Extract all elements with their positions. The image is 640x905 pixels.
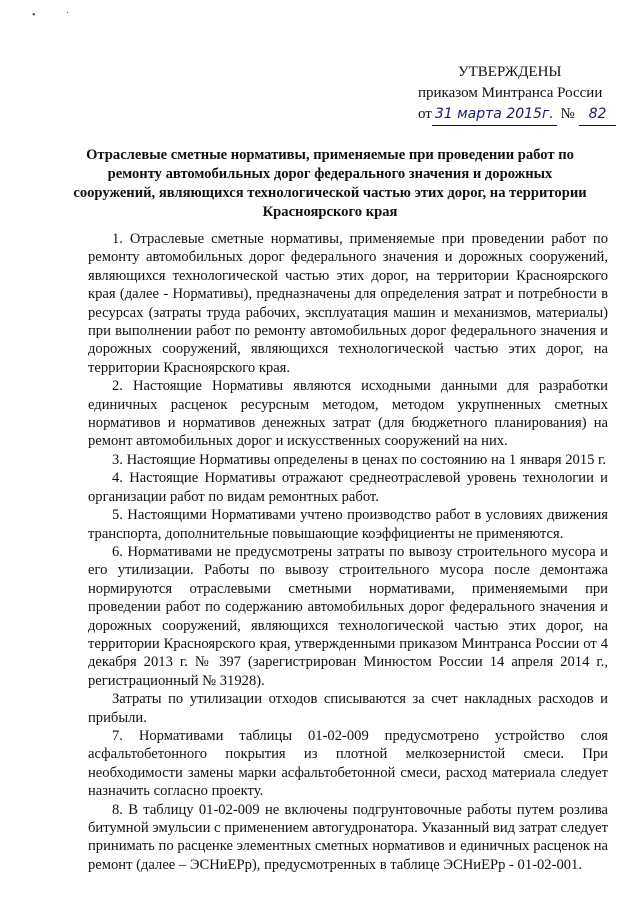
date-prefix: от xyxy=(418,106,432,122)
paragraph-2: 2. Настоящие Нормативы являются исходными данными для разработки единичных расценок ресурсным методом, методом укрупненных сметных нормативов и нормативов денежных затрат (для бюджетного планирования) на ремонт автомобильных дорог и искусственных сооружений на них. xyxy=(88,378,608,450)
handwritten-number: 82 xyxy=(579,104,617,126)
paragraph-5: 5. Настоящими Нормативами учтено производство работ в условиях движения транспорта, дополнительные повышающие коэффициенты не применяются. xyxy=(88,507,608,542)
paragraph-1: 1. Отраслевые сметные нормативы, применяемые при проведении работ по ремонту автомобильных дорог федерального значения и дорожных сооружений, являющихся технологической частью этих дорог, на территории Красноярского края (далее - Нормативы), предназначены для определения затрат и потребности в ресурсах (затраты труда рабочих, эксплуатация машин и механизмов, материалы) при выполнении работ по ремонту автомобильных дорог федерального значения и дорожных сооружений, являющихся технологической частью этих дорог, на территории Красноярского края. xyxy=(88,231,608,376)
scan-speck: · xyxy=(66,8,70,19)
paragraph-6-note: Затраты по утилизации отходов списываются за счет накладных расходов и прибыли. xyxy=(88,691,608,726)
paragraph-3: 3. Настоящие Нормативы определены в ценах по состоянию на 1 января 2015 г. xyxy=(112,451,607,468)
handwritten-date: 31 марта 2015г. xyxy=(432,104,557,126)
approval-order: приказом Минтранса России xyxy=(418,85,603,101)
paragraph-7: 7. Нормативами таблицы 01-02-009 предусмотрено устройство слоя асфальтобетонного покрытия из плотной мелкозернистой смеси. При необходимости замены марки асфальтобетонной смеси, расход материала следует назначить согласно проекту. xyxy=(88,727,608,800)
number-prefix: № xyxy=(560,106,575,122)
document-title: Отраслевые сметные нормативы, применяемые при проведении работ по ремонту автомобильных дорог федерального значения и дорожных сооружений, являющихся технологической частью этих дорог, на территории Красноярского края xyxy=(73,147,587,220)
approval-stamp xyxy=(418,62,618,126)
paragraph-8: 8. В таблицу 01-02-009 не включены подгрунтовочные работы путем розлива битумной эмульсии с применением автогудронатора. Указанный вид затрат следует принимать по расценке элементных сметных нормативов и единичных расценок на ремонт (далее – ЭСНиЕРр), предусмотренных в таблице ЭСНиЕРр - 01-02-001. xyxy=(88,801,608,873)
approval-heading: УТВЕРЖДЕНЫ xyxy=(458,64,562,80)
approval-date-line xyxy=(418,104,618,126)
document-body xyxy=(88,230,608,874)
paragraph-6: 6. Нормативами не предусмотрены затраты по вывозу строительного мусора и его утилизации. Работы по вывозу строительного мусора после демонтажа нормируются отраслевыми сметными нормативами, применяемыми при проведении работ по содержанию автомобильных дорог федерального значения и дорожных сооружений, являющихся технологической частью этих дорог, на территории Красноярского края, утвержденными приказом Минтранса России от 4 декабря 2013 г. № 397 (зарегистрирован Минюстом России 14 апреля 2014 г., регистрационный № 31928). xyxy=(88,543,608,689)
scan-speck: • xyxy=(32,10,36,21)
paragraph-4: 4. Настоящие Нормативы отражают среднеотраслевой уровень технологии и организации работ по видам ремонтных работ. xyxy=(88,470,608,505)
